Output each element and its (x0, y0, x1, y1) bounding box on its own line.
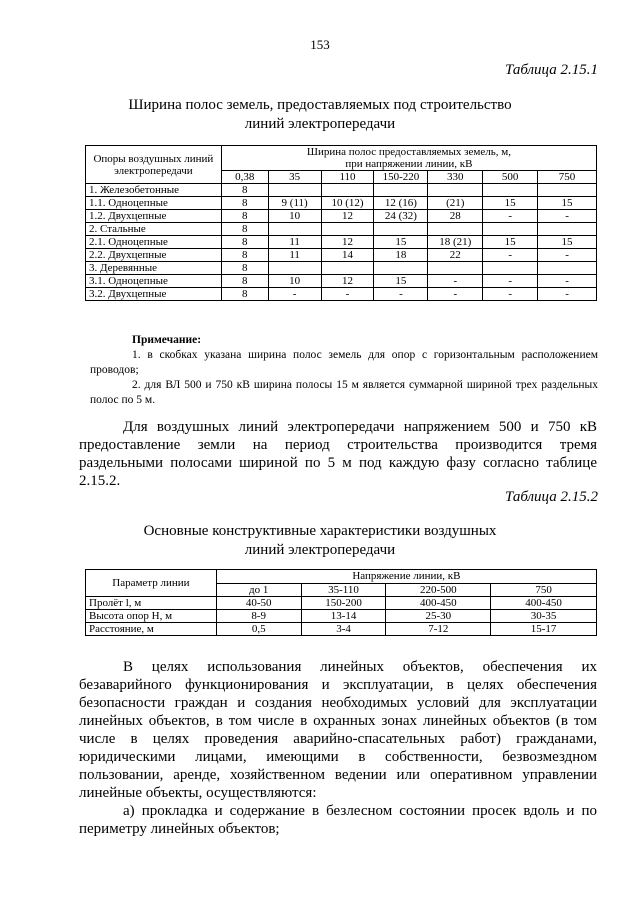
table-cell: 8 (221, 249, 268, 262)
table-cell: 400-450 (491, 597, 597, 610)
table2-title-line2: линий электропередачи (244, 542, 396, 558)
table-cell: 8 (221, 275, 268, 288)
table2-voltage-header: до 1 (216, 583, 301, 597)
table-row (86, 249, 597, 262)
table-cell: 9 (11) (268, 197, 321, 210)
table-cell: 8 (221, 184, 268, 197)
row-label: Высота опор Н, м (86, 610, 217, 623)
table-cell (321, 223, 374, 236)
table-cell: 12 (321, 275, 374, 288)
table-cell: 150-200 (301, 597, 386, 610)
paragraph-2 (79, 658, 597, 838)
table1-header-supports: Опоры воздушных линий электропередачи (86, 146, 222, 184)
row-label: 1.1. Одноцепные (86, 197, 222, 210)
table-row (86, 623, 597, 636)
table-row (86, 275, 597, 288)
table-cell: 8 (221, 223, 268, 236)
table-cell: - (321, 288, 374, 301)
note-item-2: 2. для ВЛ 500 и 750 кВ ширина полосы 15 м является суммарной шириной трех раздельных полос по 5 м. (90, 379, 598, 406)
table2-header-parameter: Параметр линии (86, 570, 217, 597)
table1-voltage-header: 330 (428, 171, 483, 184)
table1-voltage-header: 500 (483, 171, 538, 184)
table-cell (428, 223, 483, 236)
table2-title (0, 522, 640, 560)
table-row (86, 236, 597, 249)
table-cell: - (483, 275, 538, 288)
table-cell: 8 (221, 210, 268, 223)
table-cell: 3-4 (301, 623, 386, 636)
table-cell: 7-12 (386, 623, 491, 636)
table-cell: 15 (483, 236, 538, 249)
table-row (86, 197, 597, 210)
table-cell: - (374, 288, 428, 301)
table1-title (0, 96, 640, 134)
table-cell: - (428, 275, 483, 288)
table-cell: 15 (538, 197, 597, 210)
table-row (86, 597, 597, 610)
table-cell (538, 184, 597, 197)
table-cell: - (483, 210, 538, 223)
page-number: 153 (310, 37, 330, 52)
table-cell (374, 184, 428, 197)
table-cell: (21) (428, 197, 483, 210)
table-cell: - (483, 288, 538, 301)
table-cell (321, 262, 374, 275)
row-label: Расстояние, м (86, 623, 217, 636)
row-label: 2.2. Двухцепные (86, 249, 222, 262)
row-label: 2. Стальные (86, 223, 222, 236)
table-cell (268, 262, 321, 275)
table-cell (483, 223, 538, 236)
row-label: 3.2. Двухцепные (86, 288, 222, 301)
paragraph-1 (79, 418, 597, 490)
table-cell (268, 184, 321, 197)
table-cell: - (538, 249, 597, 262)
table1-voltage-header: 0,38 (221, 171, 268, 184)
table-cell: 24 (32) (374, 210, 428, 223)
table-cell: - (538, 275, 597, 288)
table1-title-line2: линий электропередачи (244, 116, 396, 132)
table2 (85, 569, 597, 636)
table-cell: 8 (221, 288, 268, 301)
table-cell: 10 (268, 275, 321, 288)
table-row (86, 210, 597, 223)
table-cell: 0,5 (216, 623, 301, 636)
table1-voltage-header: 35 (268, 171, 321, 184)
table2-body (86, 597, 597, 636)
table2-label: Таблица 2.15.2 (505, 489, 598, 505)
table-row (86, 262, 597, 275)
table-cell: 10 (12) (321, 197, 374, 210)
table-row (86, 184, 597, 197)
table-cell: 8-9 (216, 610, 301, 623)
table-cell: 11 (268, 236, 321, 249)
table-cell: 25-30 (386, 610, 491, 623)
table1-header-width-line1: Ширина полос предоставляемых земель, м, (306, 146, 511, 158)
table1-body (86, 184, 597, 301)
table-cell: 18 (21) (428, 236, 483, 249)
table2-header-voltage: Напряжение линии, кВ (216, 570, 596, 584)
table-cell: 15 (483, 197, 538, 210)
row-label: 1. Железобетонные (86, 184, 222, 197)
table-cell: 28 (428, 210, 483, 223)
table-cell: 15-17 (491, 623, 597, 636)
paragraph-1-text: Для воздушных линий электропередачи напряжением 500 и 750 кВ предоставление земли на период строительства производится тремя раздельными полосами шириной по 5 м под каждую фазу согласно таблице 2.15.2. (79, 419, 597, 489)
row-label: 3.1. Одноцепные (86, 275, 222, 288)
table1-header-width (221, 146, 596, 171)
table1 (85, 145, 597, 301)
table-cell (538, 262, 597, 275)
table-cell: 12 (16) (374, 197, 428, 210)
table1-voltage-header: 110 (321, 171, 374, 184)
table-cell: - (538, 288, 597, 301)
row-label: 1.2. Двухцепные (86, 210, 222, 223)
table-row (86, 610, 597, 623)
table-cell: 18 (374, 249, 428, 262)
table-cell (374, 262, 428, 275)
table-cell: 400-450 (386, 597, 491, 610)
table2-voltage-header: 220-500 (386, 583, 491, 597)
table-row (86, 223, 597, 236)
table2-voltage-header: 35-110 (301, 583, 386, 597)
table-cell (321, 184, 374, 197)
note-title: Примечание: (132, 334, 202, 346)
table1-header-width-line2: при напряжении линии, кВ (345, 158, 473, 170)
table-cell (374, 223, 428, 236)
table2-title-line1: Основные конструктивные характеристики воздушных (143, 523, 497, 539)
table-cell: - (428, 288, 483, 301)
row-label: Пролёт l, м (86, 597, 217, 610)
table-cell: 15 (374, 236, 428, 249)
paragraph-2-text: В целях использования линейных объектов, обеспечения их безаварийного функционирования и эксплуатации, в целях обеспечения безопасности граждан и создания необходимых условий для эксплуатации линейных объектов, в том числе в охранных зонах линейных объектов (в том числе в целях проведения аварийно-спасательных работ) гражданами, юридическими лицами, имеющими в собственности, безвозмездном пользовании, аренде, хозяйственном ведении или оперативном управлении линейные объекты, осуществляются: (79, 659, 597, 801)
table-cell: - (483, 249, 538, 262)
table-cell (428, 262, 483, 275)
table1-voltage-header: 750 (538, 171, 597, 184)
table-cell: 10 (268, 210, 321, 223)
table-cell: 8 (221, 197, 268, 210)
table-cell: 30-35 (491, 610, 597, 623)
table-cell: 15 (374, 275, 428, 288)
table-cell: - (268, 288, 321, 301)
table-cell: 8 (221, 262, 268, 275)
row-label: 2.1. Одноцепные (86, 236, 222, 249)
table-cell (268, 223, 321, 236)
paragraph-3-text: а) прокладка и содержание в безлесном состоянии просек вдоль и по периметру линейных объектов; (79, 803, 597, 837)
table-cell: 13-14 (301, 610, 386, 623)
table-cell: - (538, 210, 597, 223)
table1-note (90, 333, 598, 408)
table-cell: 12 (321, 236, 374, 249)
table-cell (538, 223, 597, 236)
table-cell: 12 (321, 210, 374, 223)
row-label: 3. Деревянные (86, 262, 222, 275)
table2-voltage-header: 750 (491, 583, 597, 597)
table1-label: Таблица 2.15.1 (505, 62, 598, 78)
table-cell: 14 (321, 249, 374, 262)
note-item-1: 1. в скобках указана ширина полос земель для опор с горизонтальным расположением проводов; (90, 349, 598, 376)
table-cell (428, 184, 483, 197)
table-cell: 15 (538, 236, 597, 249)
table-cell: 11 (268, 249, 321, 262)
table-cell: 40-50 (216, 597, 301, 610)
table-cell: 22 (428, 249, 483, 262)
table1-voltage-header: 150-220 (374, 171, 428, 184)
table-cell (483, 184, 538, 197)
table-cell: 8 (221, 236, 268, 249)
table-row (86, 288, 597, 301)
table1-title-line1: Ширина полос земель, предоставляемых под строительство (128, 97, 512, 113)
table-cell (483, 262, 538, 275)
